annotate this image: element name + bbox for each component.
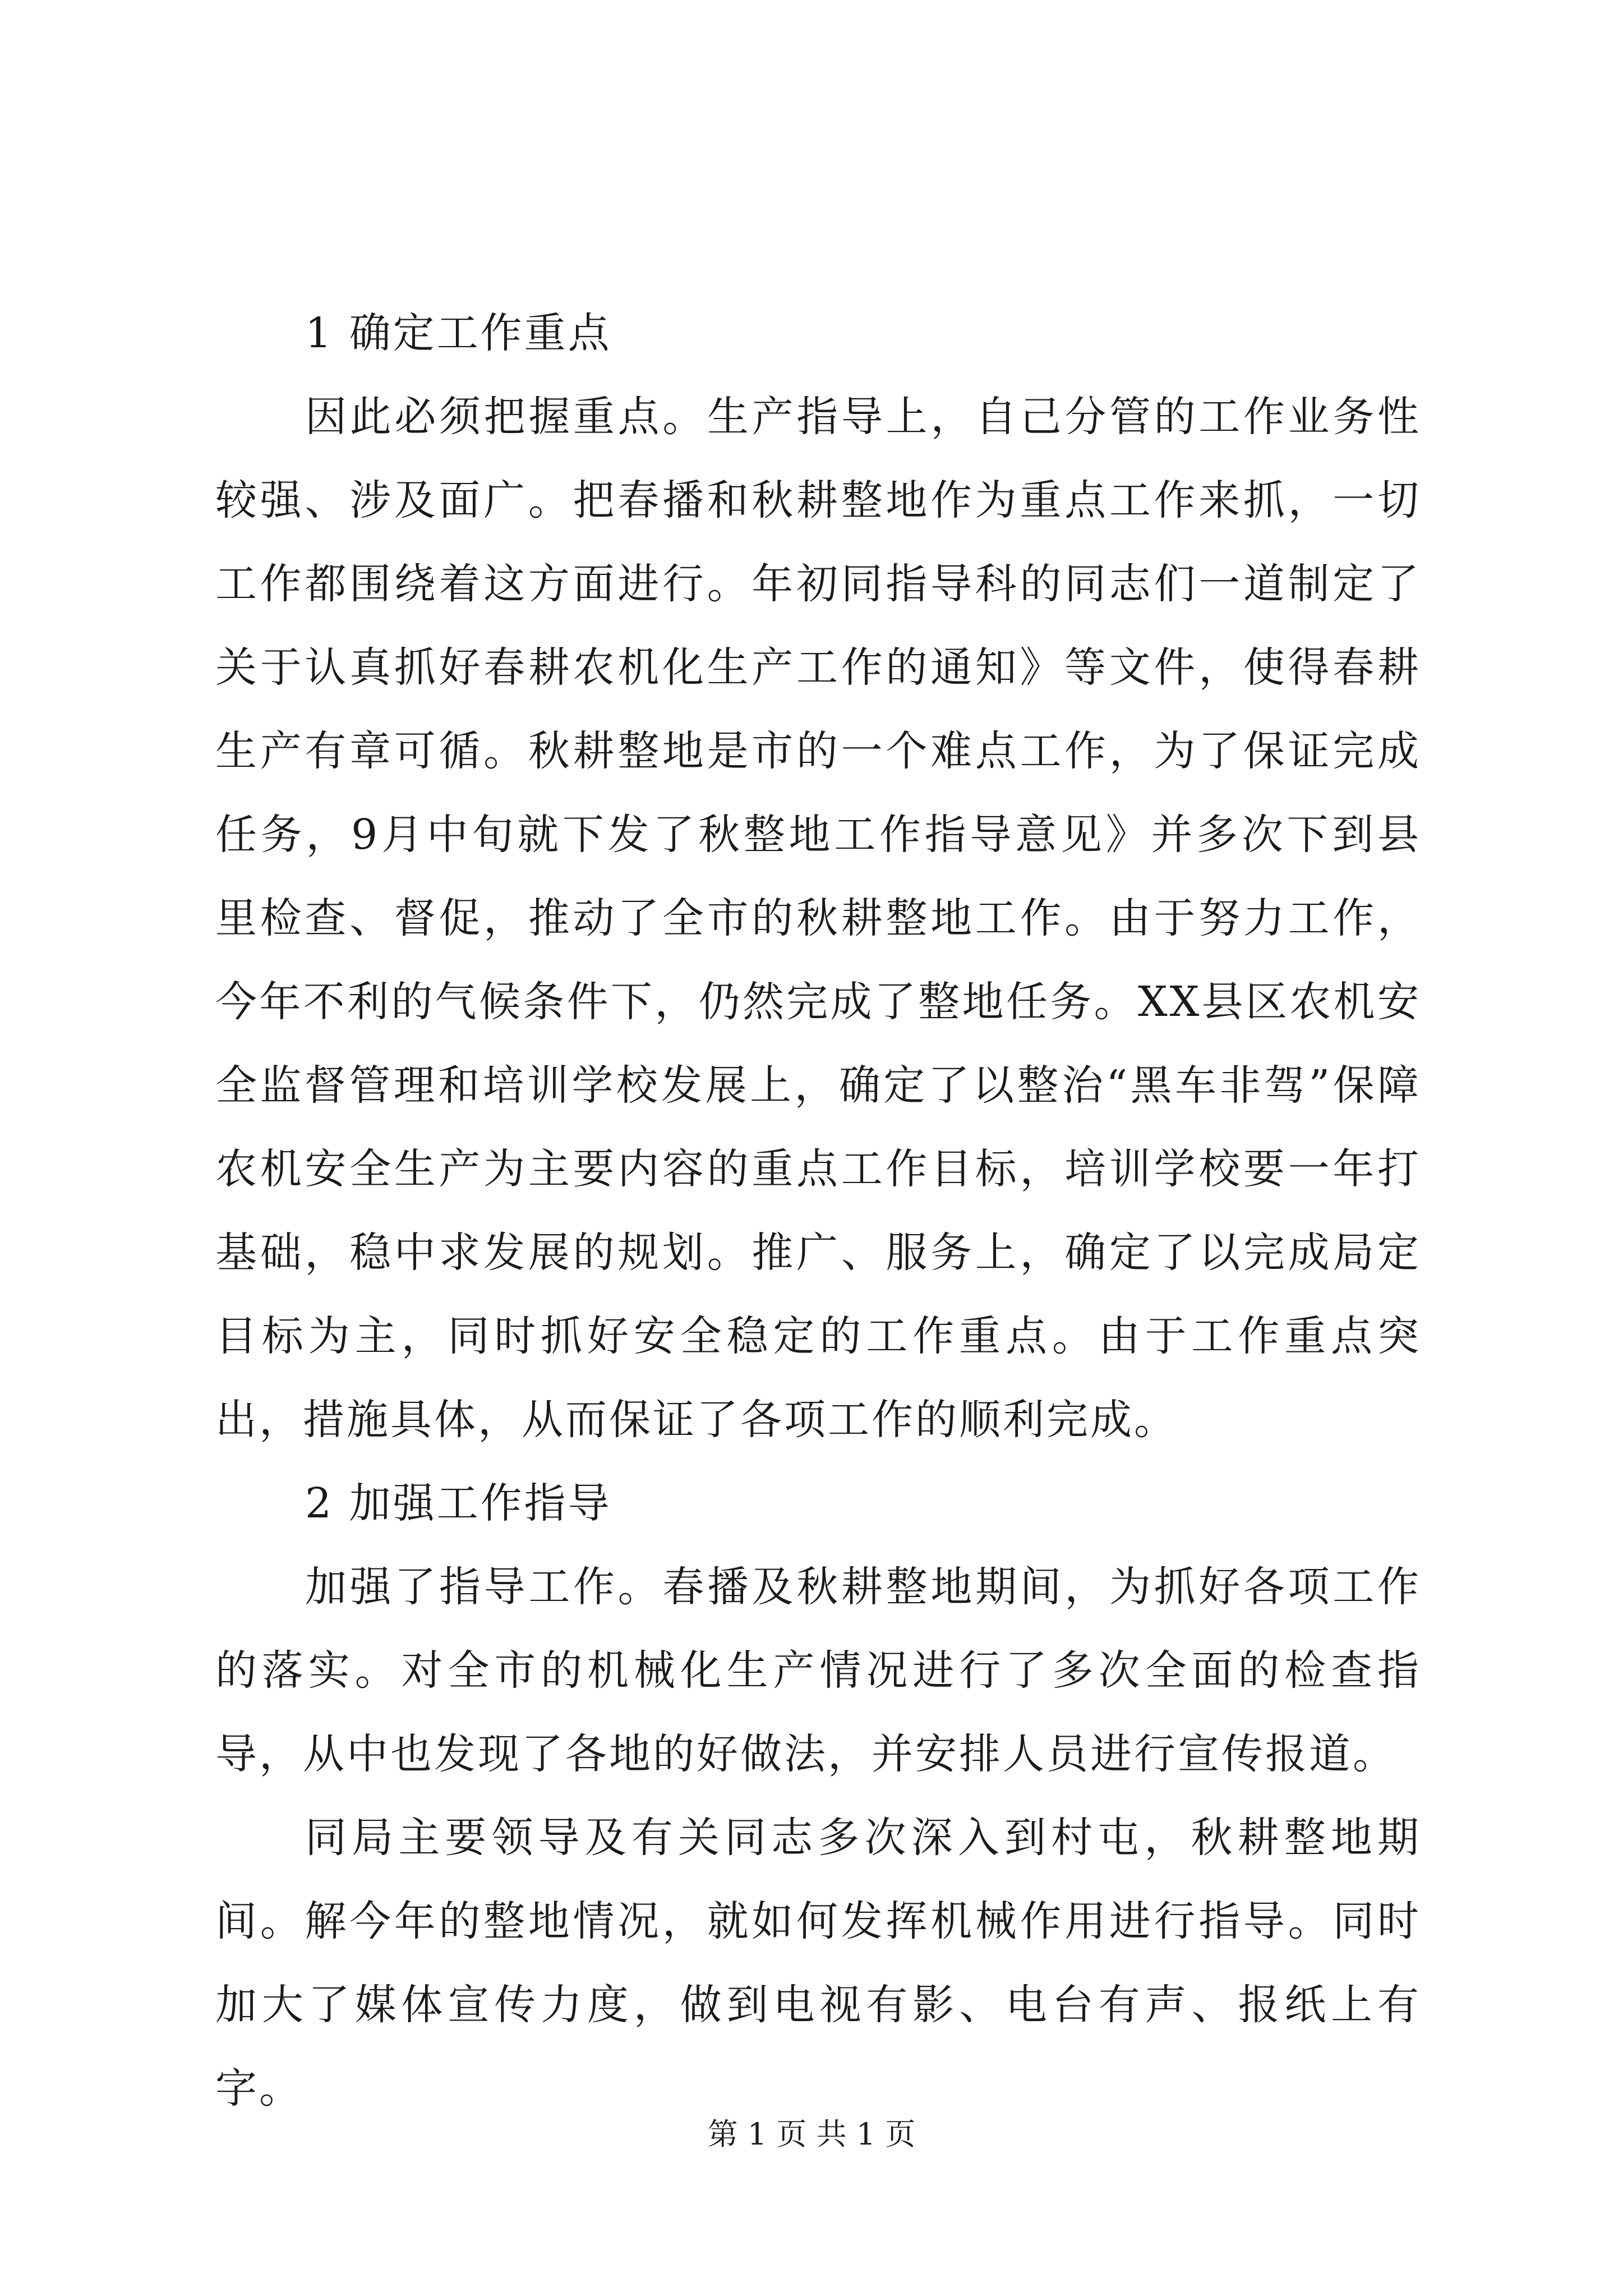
page-footer: 第 1 页 共 1 页 (707, 2116, 916, 2152)
section-2-paragraph-2: 同局主要领导及有关同志多次深入到村屯，秋耕整地期间。解今年的整地情况，就如何发挥机械作用进行指导。同时加大了媒体宣传力度，做到电视有影、电台有声、报纸上有字。 (215, 1814, 1421, 2113)
section-2-paragraph-1: 加强了指导工作。春播及秋耕整地期间，为抓好各项工作的落实。对全市的机械化生产情况进行了多次全面的检查指导，从中也发现了各地的好做法，并安排人员进行宣传报道。 (215, 1563, 1421, 1778)
section-1-heading: 1 确定工作重点 (305, 309, 612, 357)
section-2-heading: 2 加强工作指导 (305, 1479, 612, 1527)
document-body (215, 292, 1421, 2131)
section-1-paragraph: 因此必须把握重点。生产指导上，自己分管的工作业务性较强、涉及面广。把春播和秋耕整地作为重点工作来抓，一切工作都围绕着这方面进行。年初同指导科的同志们一道制定了关于认真抓好春耕农机化生产工作的通知》等文件，使得春耕生产有章可循。秋耕整地是市的一个难点工作，为了保证完成任务，9月中旬就下发了秋整地工作指导意见》并多次下到县里检查、督促，推动了全市的秋耕整地工作。由于努力工作，今年不利的气候条件下，仍然完成了整地任务。XX县区农机安全监督管理和培训学校发展上，确定了以整治“黑车非驾”保障农机安全生产为主要内容的重点工作目标，培训学校要一年打基础，稳中求发展的规划。推广、服务上，确定了以完成局定目标为主，同时抓好安全稳定的工作重点。由于工作重点突出，措施具体，从而保证了各项工作的顺利完成。 (215, 393, 1421, 1444)
